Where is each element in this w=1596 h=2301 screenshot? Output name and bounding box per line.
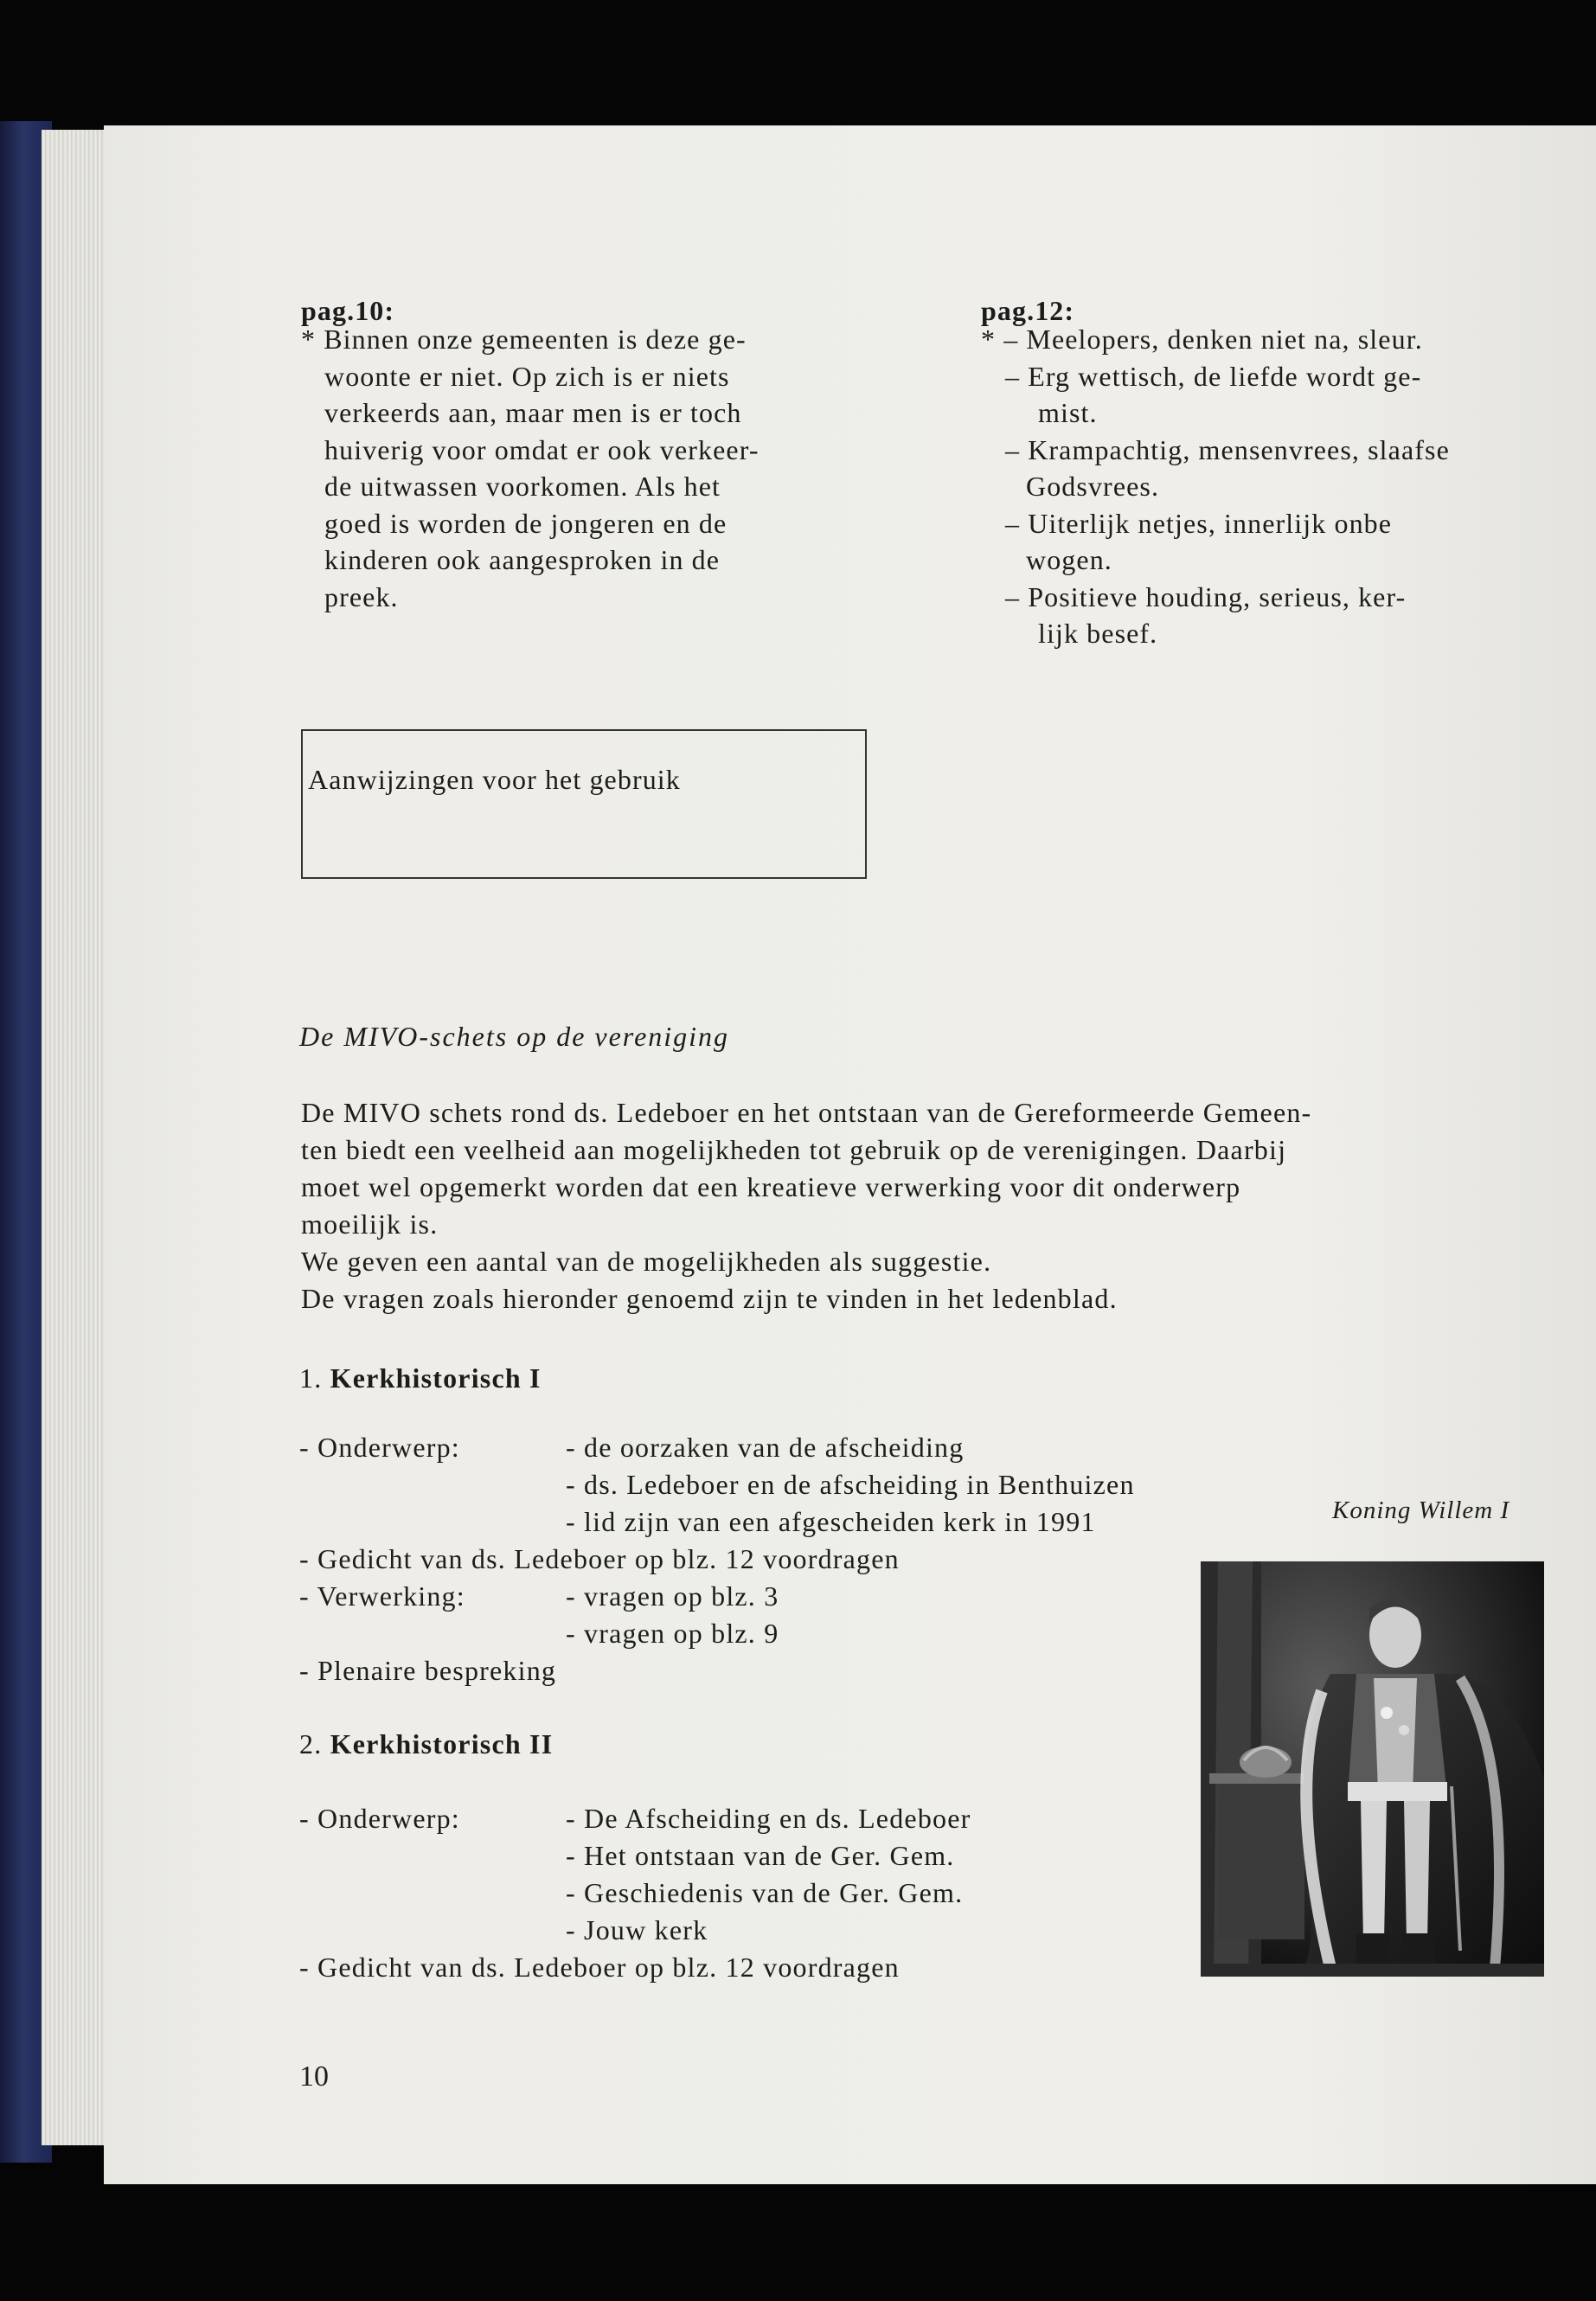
item2-number: 2. (299, 1728, 323, 1759)
page-number: 10 (299, 2061, 329, 2093)
right-line: – Positieve houding, serieus, ker- (1005, 580, 1407, 612)
left-line: de uitwassen voorkomen. Als het (324, 471, 721, 502)
left-line: * Binnen onze gemeenten is deze ge- (301, 324, 747, 355)
right-line: Godsvrees. (1026, 471, 1160, 502)
item2-heading (299, 1728, 553, 1760)
item1-heading (299, 1362, 542, 1394)
item1-verwerking-2: - vragen op blz. 9 (566, 1618, 779, 1649)
item2-onderwerp-4: - Jouw kerk (566, 1914, 708, 1945)
item1-onderwerp-1: - de oorzaken van de afscheiding (566, 1432, 965, 1463)
left-line: huiverig voor omdat er ook verkeer- (324, 433, 760, 465)
intro-line: moet wel opgemerkt worden dat een kreatieve verwerking voor dit onderwerp (301, 1171, 1241, 1202)
left-line: goed is worden de jongeren en de (324, 507, 727, 539)
item1-onderwerp-2: - ds. Ledeboer en de afscheiding in Benthuizen (566, 1469, 1135, 1500)
instructions-box (301, 729, 867, 879)
item1-number: 1. (299, 1362, 323, 1394)
left-line: kinderen ook aangesproken in de (324, 544, 721, 575)
right-line: lijk besef. (1038, 618, 1158, 649)
intro-paragraph (301, 1094, 1547, 1317)
right-column-text (981, 321, 1552, 652)
item2-onderwerp-1: - De Afscheiding en ds. Ledeboer (566, 1803, 971, 1834)
item1-plenaire: - Plenaire bespreking (299, 1655, 557, 1686)
intro-line: ten biedt een veelheid aan mogelijkheden tot gebruik op de verenigingen. Daarbij (301, 1134, 1287, 1165)
item1-onderwerp-3: - lid zijn van een afgescheiden kerk in 1991 (566, 1506, 1096, 1537)
item1-title: Kerkhistorisch I (330, 1362, 542, 1394)
left-line: verkeerds aan, maar men is er toch (324, 397, 742, 428)
intro-line: moeilijk is. (301, 1208, 439, 1240)
item1-verwerking-label: - Verwerking: (299, 1580, 465, 1612)
left-line: preek. (324, 580, 399, 612)
right-column-heading: pag.12: (981, 295, 1075, 326)
box-title: Aanwijzingen voor het gebruik (308, 764, 681, 795)
right-line: mist. (1038, 397, 1098, 428)
right-line: – Erg wettisch, de liefde wordt ge- (1005, 360, 1422, 392)
right-line: – Uiterlijk netjes, innerlijk onbe (1005, 507, 1393, 539)
item1-onderwerp-label: - Onderwerp: (299, 1432, 460, 1463)
section-heading: De MIVO-schets op de vereniging (299, 1021, 730, 1052)
item1-gedicht: - Gedicht van ds. Ledeboer op blz. 12 voordragen (299, 1543, 900, 1574)
item2-onderwerp-label: - Onderwerp: (299, 1803, 460, 1834)
left-column-text (301, 321, 868, 615)
item2-title: Kerkhistorisch II (330, 1728, 554, 1759)
intro-line: De vragen zoals hieronder genoemd zijn te vinden in het ledenblad. (301, 1283, 1118, 1314)
left-line: woonte er niet. Op zich is er niets (324, 360, 730, 392)
portrait-caption: Koning Willem I (1332, 1497, 1510, 1524)
right-line: wogen. (1026, 544, 1112, 575)
right-line: * – Meelopers, denken niet na, sleur. (981, 324, 1423, 355)
right-line: – Krampachtig, mensenvrees, slaafse (1005, 433, 1450, 465)
portrait-image (1201, 1561, 1544, 1977)
intro-line: De MIVO schets rond ds. Ledeboer en het ontstaan van de Gereformeerde Gemeen- (301, 1097, 1312, 1128)
intro-line: We geven een aantal van de mogelijkheden als suggestie. (301, 1246, 992, 1277)
item2-gedicht: - Gedicht van ds. Ledeboer op blz. 12 voordragen (299, 1952, 900, 1983)
item2-onderwerp-2: - Het ontstaan van de Ger. Gem. (566, 1840, 955, 1871)
item1-verwerking-1: - vragen op blz. 3 (566, 1580, 779, 1612)
left-column-heading: pag.10: (301, 295, 395, 326)
item2-onderwerp-3: - Geschiedenis van de Ger. Gem. (566, 1877, 964, 1908)
